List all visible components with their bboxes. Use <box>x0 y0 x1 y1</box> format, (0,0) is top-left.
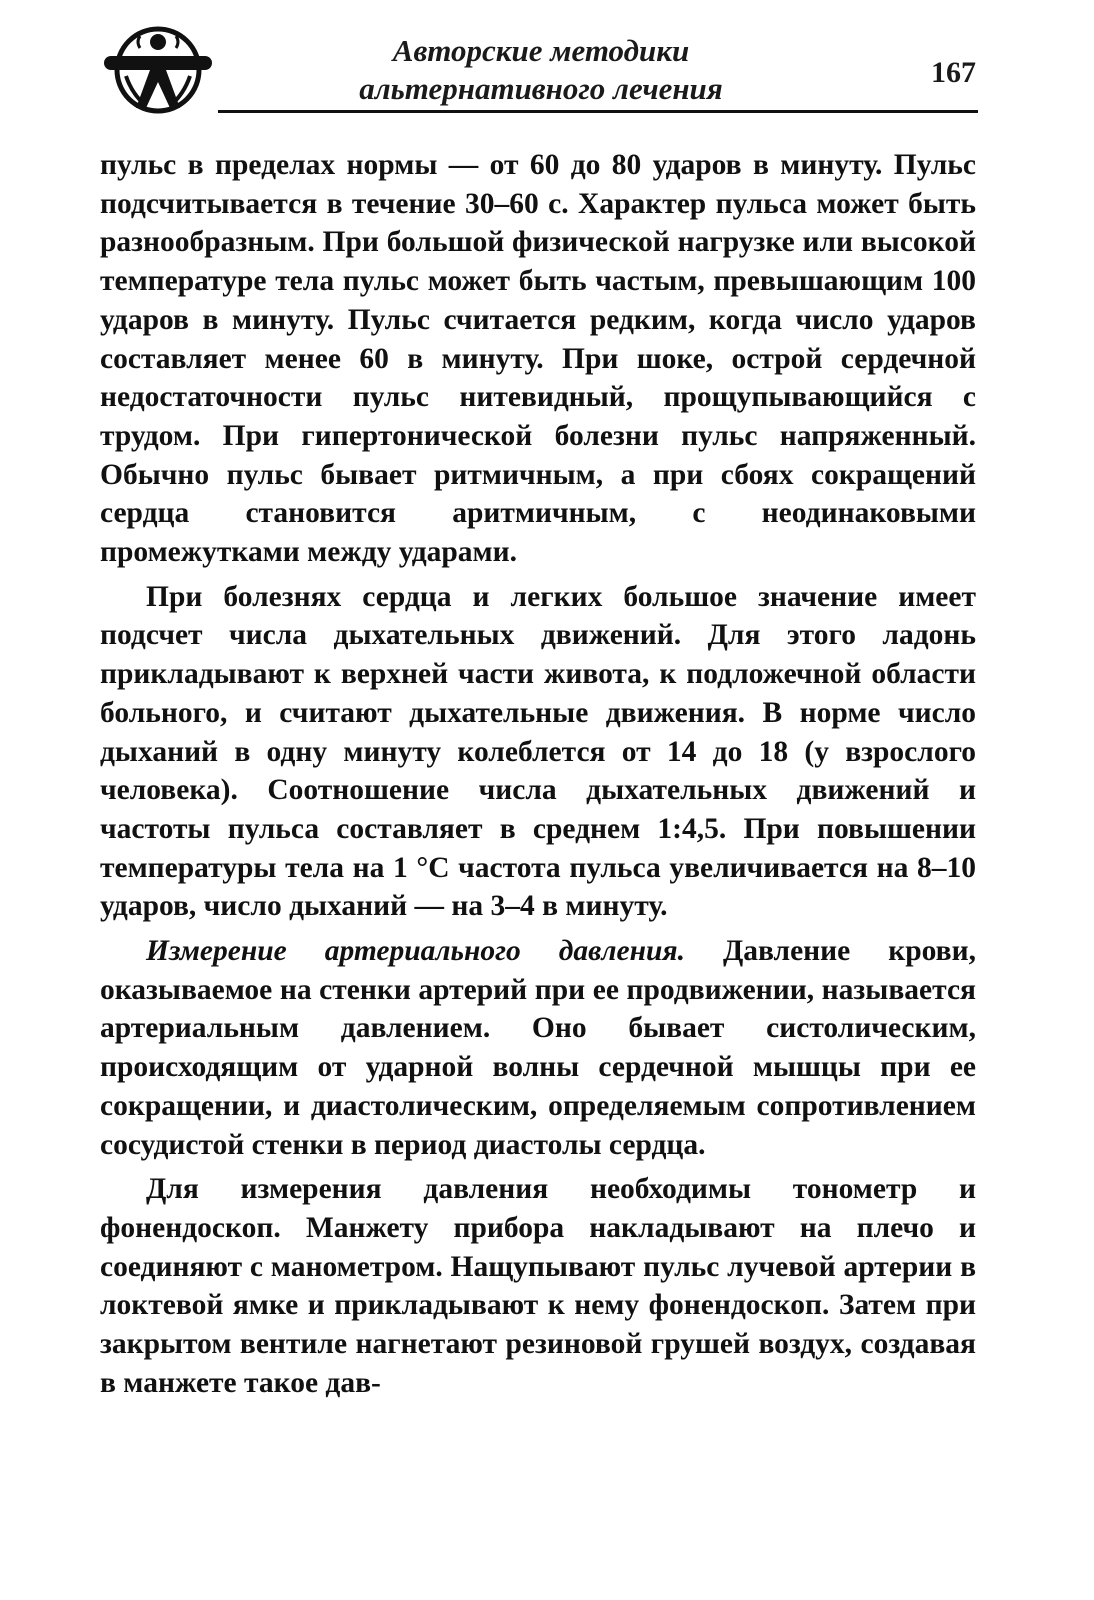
paragraph-breathing <box>100 578 976 926</box>
paragraph-measurement <box>100 1170 976 1402</box>
paragraph-text: пульс в пределах нормы — от 60 до 80 ударов в минуту. Пульс подсчитывается в течение 30–60 с. Характер пульса может быть разнообразным. При большой физической нагрузке или высокой температуре тела пульс может быть частым, превышающим 100 ударов в минуту. Пульс считается редким, когда число ударов составляет менее 60 в минуту. При шоке, острой сердечной недостаточности пульс нитевидный, прощупывающийся с трудом. При гипертонической болезни пульс напряженный. Обычно пульс бывает ритмичным, а при сбоях сокращений сердца становится аритмичным, с неодинаковыми промежутками между ударами. <box>100 149 976 569</box>
running-header <box>96 26 976 116</box>
paragraph-text: При болезнях сердца и легких большое значение имеет подсчет числа дыхательных движений. Для этого ладонь прикладывают к верхней части живота, к подложечной области больного, и считают дыхательные движения. В норме число дыханий в одну минуту колеблется от 14 до 18 (у взрослого человека). Соотношение числа дыхательных движений и частоты пульса составляет в среднем 1:4,5. При повышении температуры тела на 1 °С частота пульса увеличивается на 8–10 ударов, число дыханий — на 3–4 в минуту. <box>100 580 976 923</box>
section-title-line-1: Авторские методики <box>392 33 690 68</box>
paragraph-text: Для измерения давления необходимы тонометр и фонендоскоп. Манжету прибора накладывают на плечо и соединяют с манометром. Нащупывают пульс лучевой артерии в локтевой ямке и прикладывают к нему фонендоскоп. Затем при закрытом вентиле нагнетают резиновой грушей воздух, создавая в манжете такое дав- <box>100 1173 976 1399</box>
section-title-line-2: альтернативного лечения <box>359 71 723 106</box>
section-title <box>296 32 786 108</box>
paragraph-blood-pressure <box>100 932 976 1164</box>
subsection-heading: Измерение артериального давления. <box>146 935 685 968</box>
page-number: 167 <box>931 56 976 89</box>
paragraph-text: Давление крови, оказываемое на стенки артерий при ее продвижении, называется артериальным давлением. Оно бывает систолическим, происходящим от ударной волны сердечной мышцы при ее сокращении, и диастолическим, определяемым сопротивлением сосудистой стенки в период диастолы сердца. <box>100 935 976 1161</box>
header-divider <box>218 110 978 113</box>
publisher-logo-icon <box>96 26 220 114</box>
paragraph-pulse <box>100 146 976 572</box>
main-text <box>100 146 976 1403</box>
